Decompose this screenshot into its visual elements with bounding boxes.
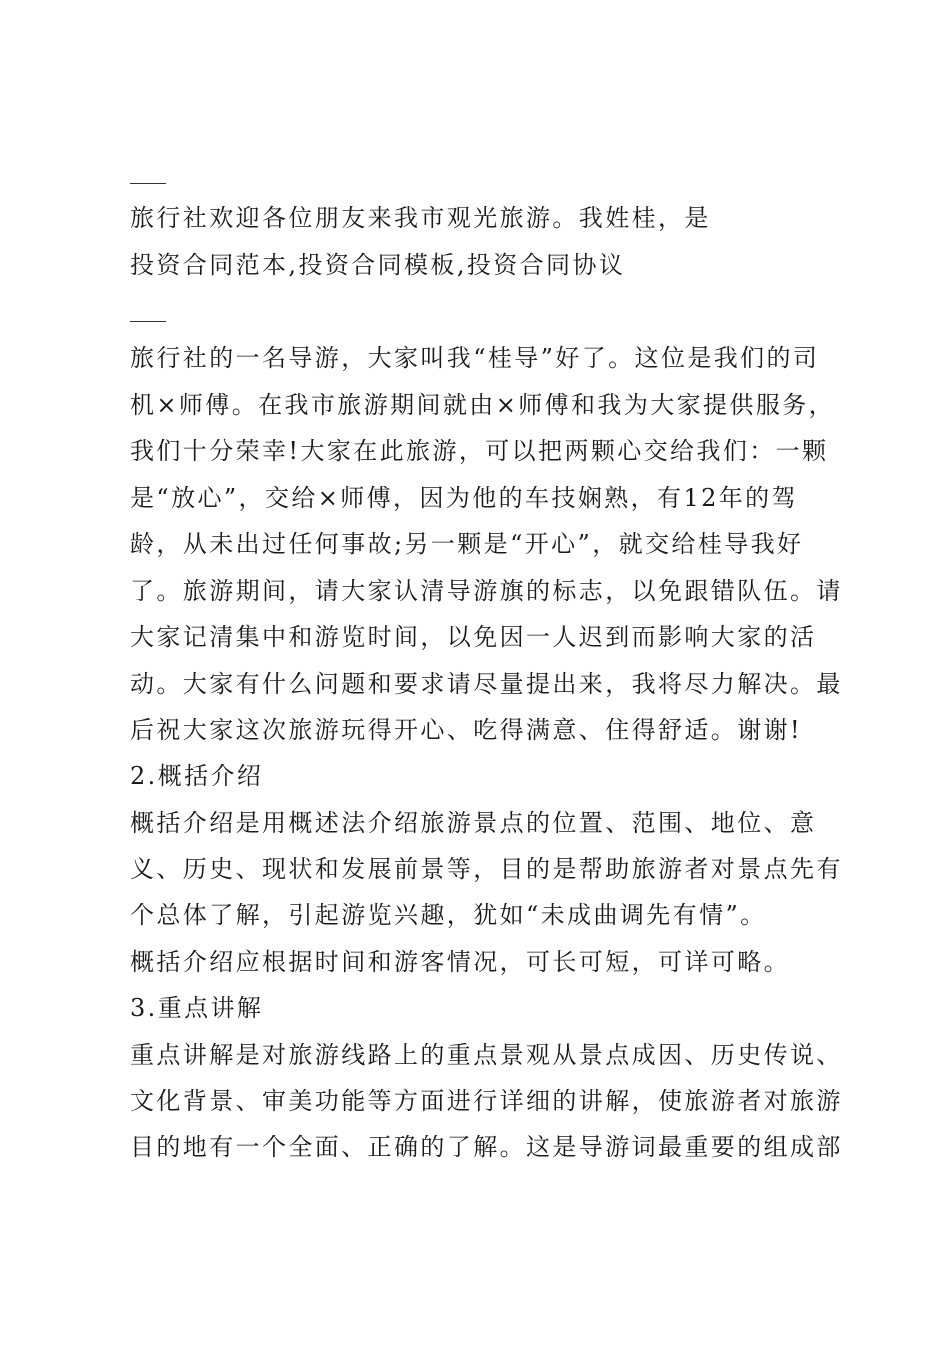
text-line: 我们十分荣幸!大家在此旅游，可以把两颗心交给我们：一颗 bbox=[130, 437, 829, 465]
text-line: 概括介绍是用概述法介绍旅游景点的位置、范围、地位、意 bbox=[130, 809, 817, 837]
text-line: 文化背景、审美功能等方面进行详细的讲解，使旅游者对旅游 bbox=[130, 1087, 843, 1115]
text-line: 义、历史、现状和发展前景等，目的是帮助旅游者对景点先有 bbox=[130, 855, 843, 883]
text-line: 重点讲解是对旅游线路上的重点景观从景点成因、历史传说、 bbox=[130, 1041, 843, 1069]
text-line: 个总体了解，引起游览兴趣，犹如“未成曲调先有情”。 bbox=[130, 901, 767, 929]
text-line: 大家记清集中和游览时间，以免因一人迟到而影响大家的活 bbox=[130, 623, 817, 651]
text-line: 旅行社欢迎各位朋友来我市观光旅游。我姓桂，是 bbox=[130, 204, 711, 232]
text-line: 旅行社的一名导游，大家叫我“桂导”好了。这位是我们的司 bbox=[130, 344, 820, 372]
text-line: 概括介绍应根据时间和游客情况，可长可短，可详可略。 bbox=[130, 948, 790, 976]
text-line: 机×师傅。在我市旅游期间就由×师傅和我为大家提供服务， bbox=[130, 391, 836, 419]
text-line: 后祝大家这次旅游玩得开心、吃得满意、住得舒适。谢谢! bbox=[130, 716, 803, 744]
blank-underline bbox=[130, 183, 166, 184]
blank-underline bbox=[130, 321, 166, 322]
text-line: 龄，从未出过任何事故;另一颗是“开心”，就交给桂导我好 bbox=[130, 530, 804, 558]
text-line: 是“放心”，交给×师傅，因为他的车技娴熟，有12年的驾 bbox=[130, 484, 798, 512]
text-line: 动。大家有什么问题和要求请尽量提出来，我将尽力解决。最 bbox=[130, 670, 843, 698]
section-heading: 3.重点讲解 bbox=[130, 994, 264, 1022]
text-line: 目的地有一个全面、正确的了解。这是导游词最重要的组成部 bbox=[130, 1133, 843, 1161]
text-line: 了。旅游期间，请大家认清导游旗的标志，以免跟错队伍。请 bbox=[130, 577, 843, 605]
section-heading: 2.概括介绍 bbox=[130, 762, 264, 790]
text-line: 投资合同范本,投资合同模板,投资合同协议 bbox=[130, 251, 626, 279]
